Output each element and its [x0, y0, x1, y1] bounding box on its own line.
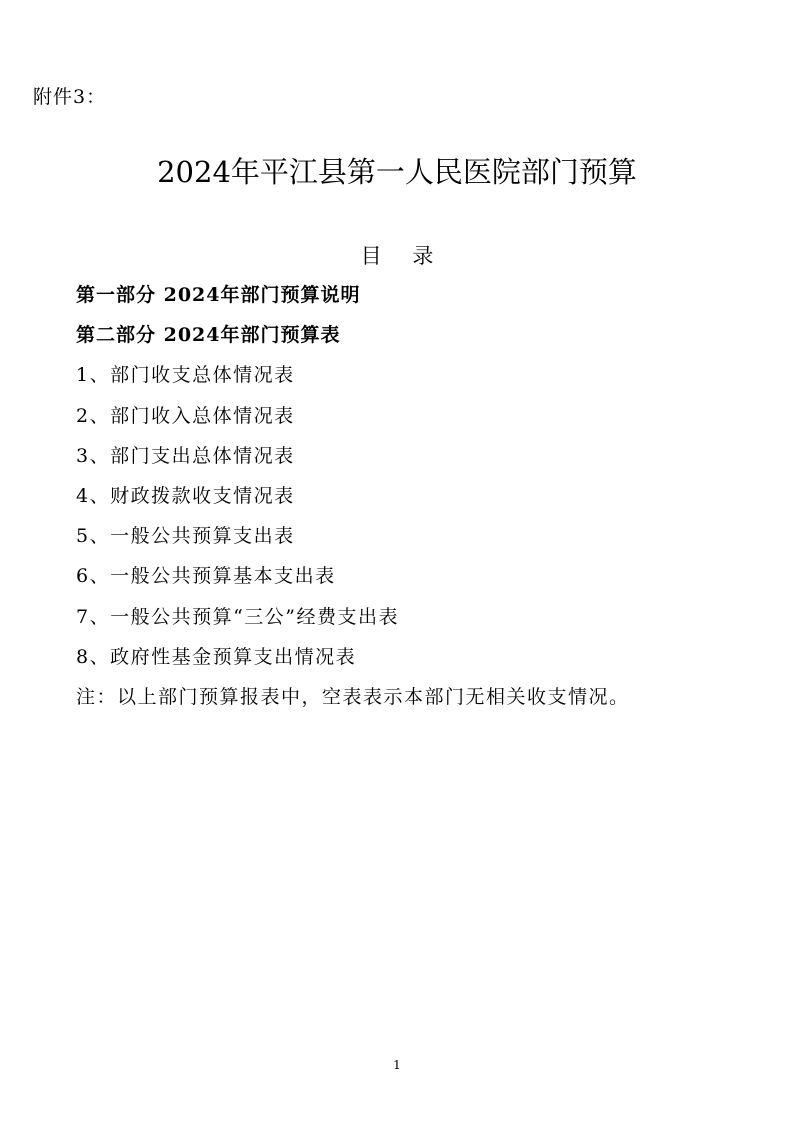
toc-item-2: 2、部门收入总体情况表	[76, 404, 295, 427]
page-number: 1	[393, 1058, 401, 1072]
toc-part-2: 第二部分 2024年部门预算表	[76, 324, 341, 347]
toc-item-3: 3、部门支出总体情况表	[76, 444, 295, 467]
table-of-contents	[76, 275, 756, 717]
document-title: 2024年平江县第一人民医院部门预算	[157, 155, 637, 189]
toc-heading: 目 录	[360, 244, 446, 268]
toc-item-8: 8、政府性基金预算支出情况表	[76, 645, 357, 668]
toc-item-7: 7、一般公共预算“三公”经费支出表	[76, 605, 400, 628]
attachment-label: 附件3：	[33, 86, 107, 108]
toc-item-6: 6、一般公共预算基本支出表	[76, 565, 336, 588]
toc-item-1: 1、部门收支总体情况表	[76, 364, 295, 387]
toc-part-1: 第一部分 2024年部门预算说明	[76, 284, 361, 306]
toc-item-4: 4、财政拨款收支情况表	[76, 484, 295, 507]
toc-note: 注：以上部门预算报表中，空表表示本部门无相关收支情况。	[76, 685, 630, 708]
toc-item-5: 5、一般公共预算支出表	[76, 525, 295, 548]
